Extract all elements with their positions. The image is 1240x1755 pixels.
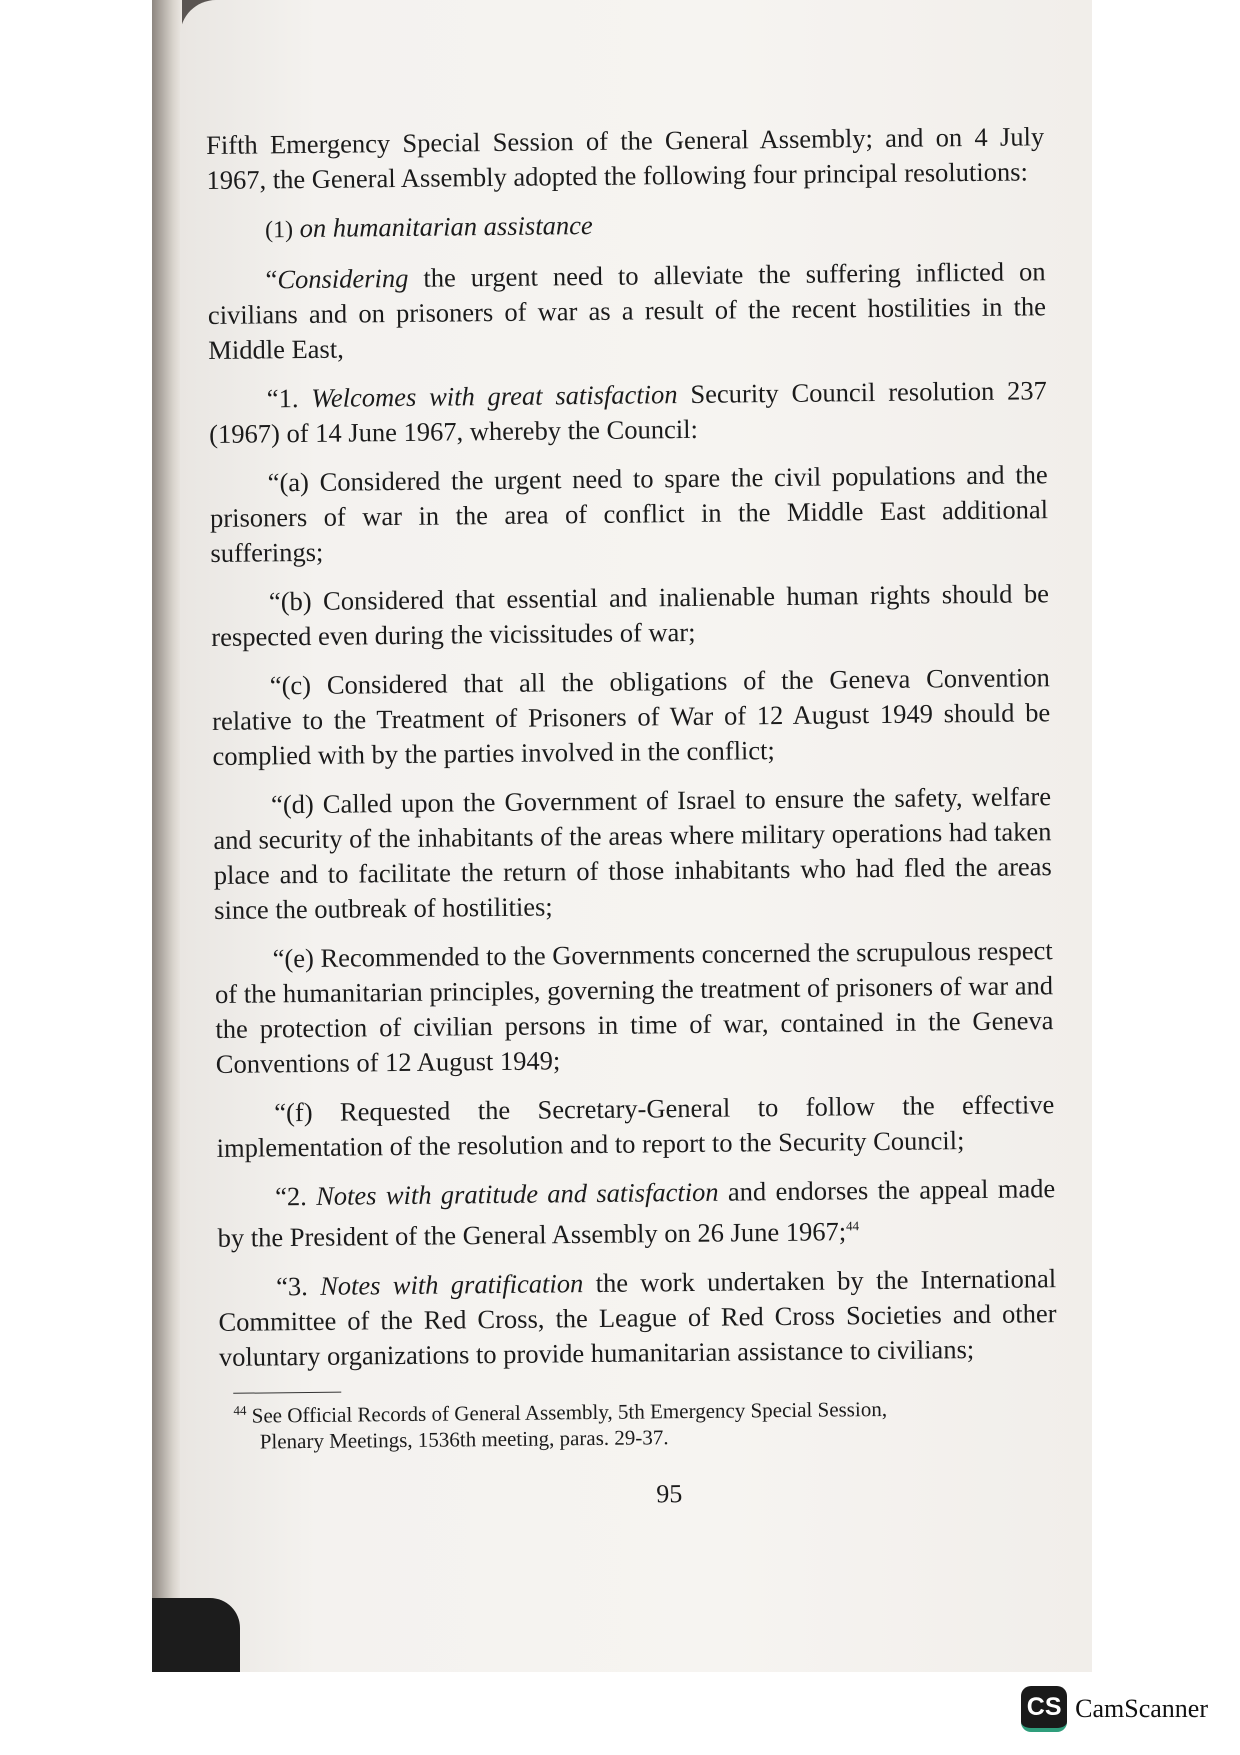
clause-2-keyword: Notes with gratitude and satisfaction (316, 1176, 719, 1211)
footnote (233, 1389, 1058, 1455)
camscanner-logo-icon: CS (1021, 1686, 1067, 1732)
intro-paragraph: Fifth Emergency Special Session of the General Assembly; and on 4 July 1967, the General Assembly adopted the following four principal resolutions: (206, 121, 1045, 195)
resolution-heading (265, 203, 1045, 248)
considering-keyword: Considering (277, 262, 409, 295)
clause-b: “(b) Considered that essential and inalienable human rights should be respected even during the vicissitudes of war; (211, 578, 1050, 652)
clause-d: “(d) Called upon the Government of Israel to ensure the safety, welfare and security of the inhabitants of the areas where military operations had taken place and to facilitate the return of those inhabitants who had fled the areas since the outbreak of hostilities; (213, 781, 1052, 925)
clause-3-number: “3. (275, 1270, 321, 1302)
clause-1 (209, 373, 1048, 452)
page-text (206, 119, 1058, 1516)
resolution-number: (1) (264, 217, 294, 244)
clause-2 (217, 1171, 1056, 1256)
resolution-title: on humanitarian assistance (299, 209, 593, 244)
clause-3-text: the work undertaken by the International Committee of the Red Cross, the League of Red Cross Societies and other voluntary organizations to provide humanitarian assistance to civilians; (218, 1262, 1057, 1372)
thumb-shadow (152, 1598, 240, 1672)
clause-a: “(a) Considered the urgent need to spare the civil populations and the prisoners of war in the area of conflict in the Middle East additional sufferings; (209, 459, 1049, 568)
footnote-number: 44 (233, 1402, 247, 1418)
page-number: 95 (656, 1478, 683, 1509)
book-spine-edge (152, 0, 182, 1672)
clause-2-number: “2. (275, 1180, 317, 1212)
clause-2-text: and endorses the appeal made by the President of the General Assembly on 26 June 1967; (217, 1173, 1056, 1253)
considering-text: the urgent need to alleviate the suffering inflicted on civilians and on prisoners of war as a result of the recent hostilities in the Middle East, (207, 256, 1047, 365)
clause-1-keyword: Welcomes with great satisfaction (311, 379, 678, 413)
footnote-reference: 44 (845, 1218, 860, 1234)
footnote-divider (233, 1391, 341, 1393)
clause-1-text: Security Council resolution 237 (1967) of 14 June 1967, whereby the Council: (209, 375, 1047, 449)
clause-3 (218, 1261, 1057, 1375)
clause-3-keyword: Notes with gratification (319, 1267, 584, 1301)
footnote-line-2: Plenary Meetings, 1536th meeting, paras. 29-37. (259, 1425, 669, 1454)
open-quote: “ (265, 264, 278, 295)
camscanner-watermark (1021, 1685, 1208, 1733)
clause-c: “(c) Considered that all the obligations of the Geneva Convention relative to the Treatment of Prisoners of War of 12 August 1949 should be complied with by the parties involved in the conflict; (212, 662, 1051, 771)
clause-f: “(f) Requested the Secretary-General to follow the effective implementation of the resolution and to report to the Security Council; (216, 1089, 1055, 1163)
footnote-text-1: See Official Records of General Assembly, 5th Emergency Special Session, (246, 1396, 888, 1428)
clause-1-number: “1. (266, 382, 312, 414)
considering-paragraph (207, 254, 1046, 368)
clause-e: “(e) Recommended to the Governments concerned the scrupulous respect of the humanitarian principles, governing the treatment of prisoners of war and the protection of civilian persons in time of war, contained in the Geneva Conventions of 12 August 1949; (214, 935, 1054, 1079)
camscanner-brand-name: CamScanner (1075, 1694, 1208, 1723)
